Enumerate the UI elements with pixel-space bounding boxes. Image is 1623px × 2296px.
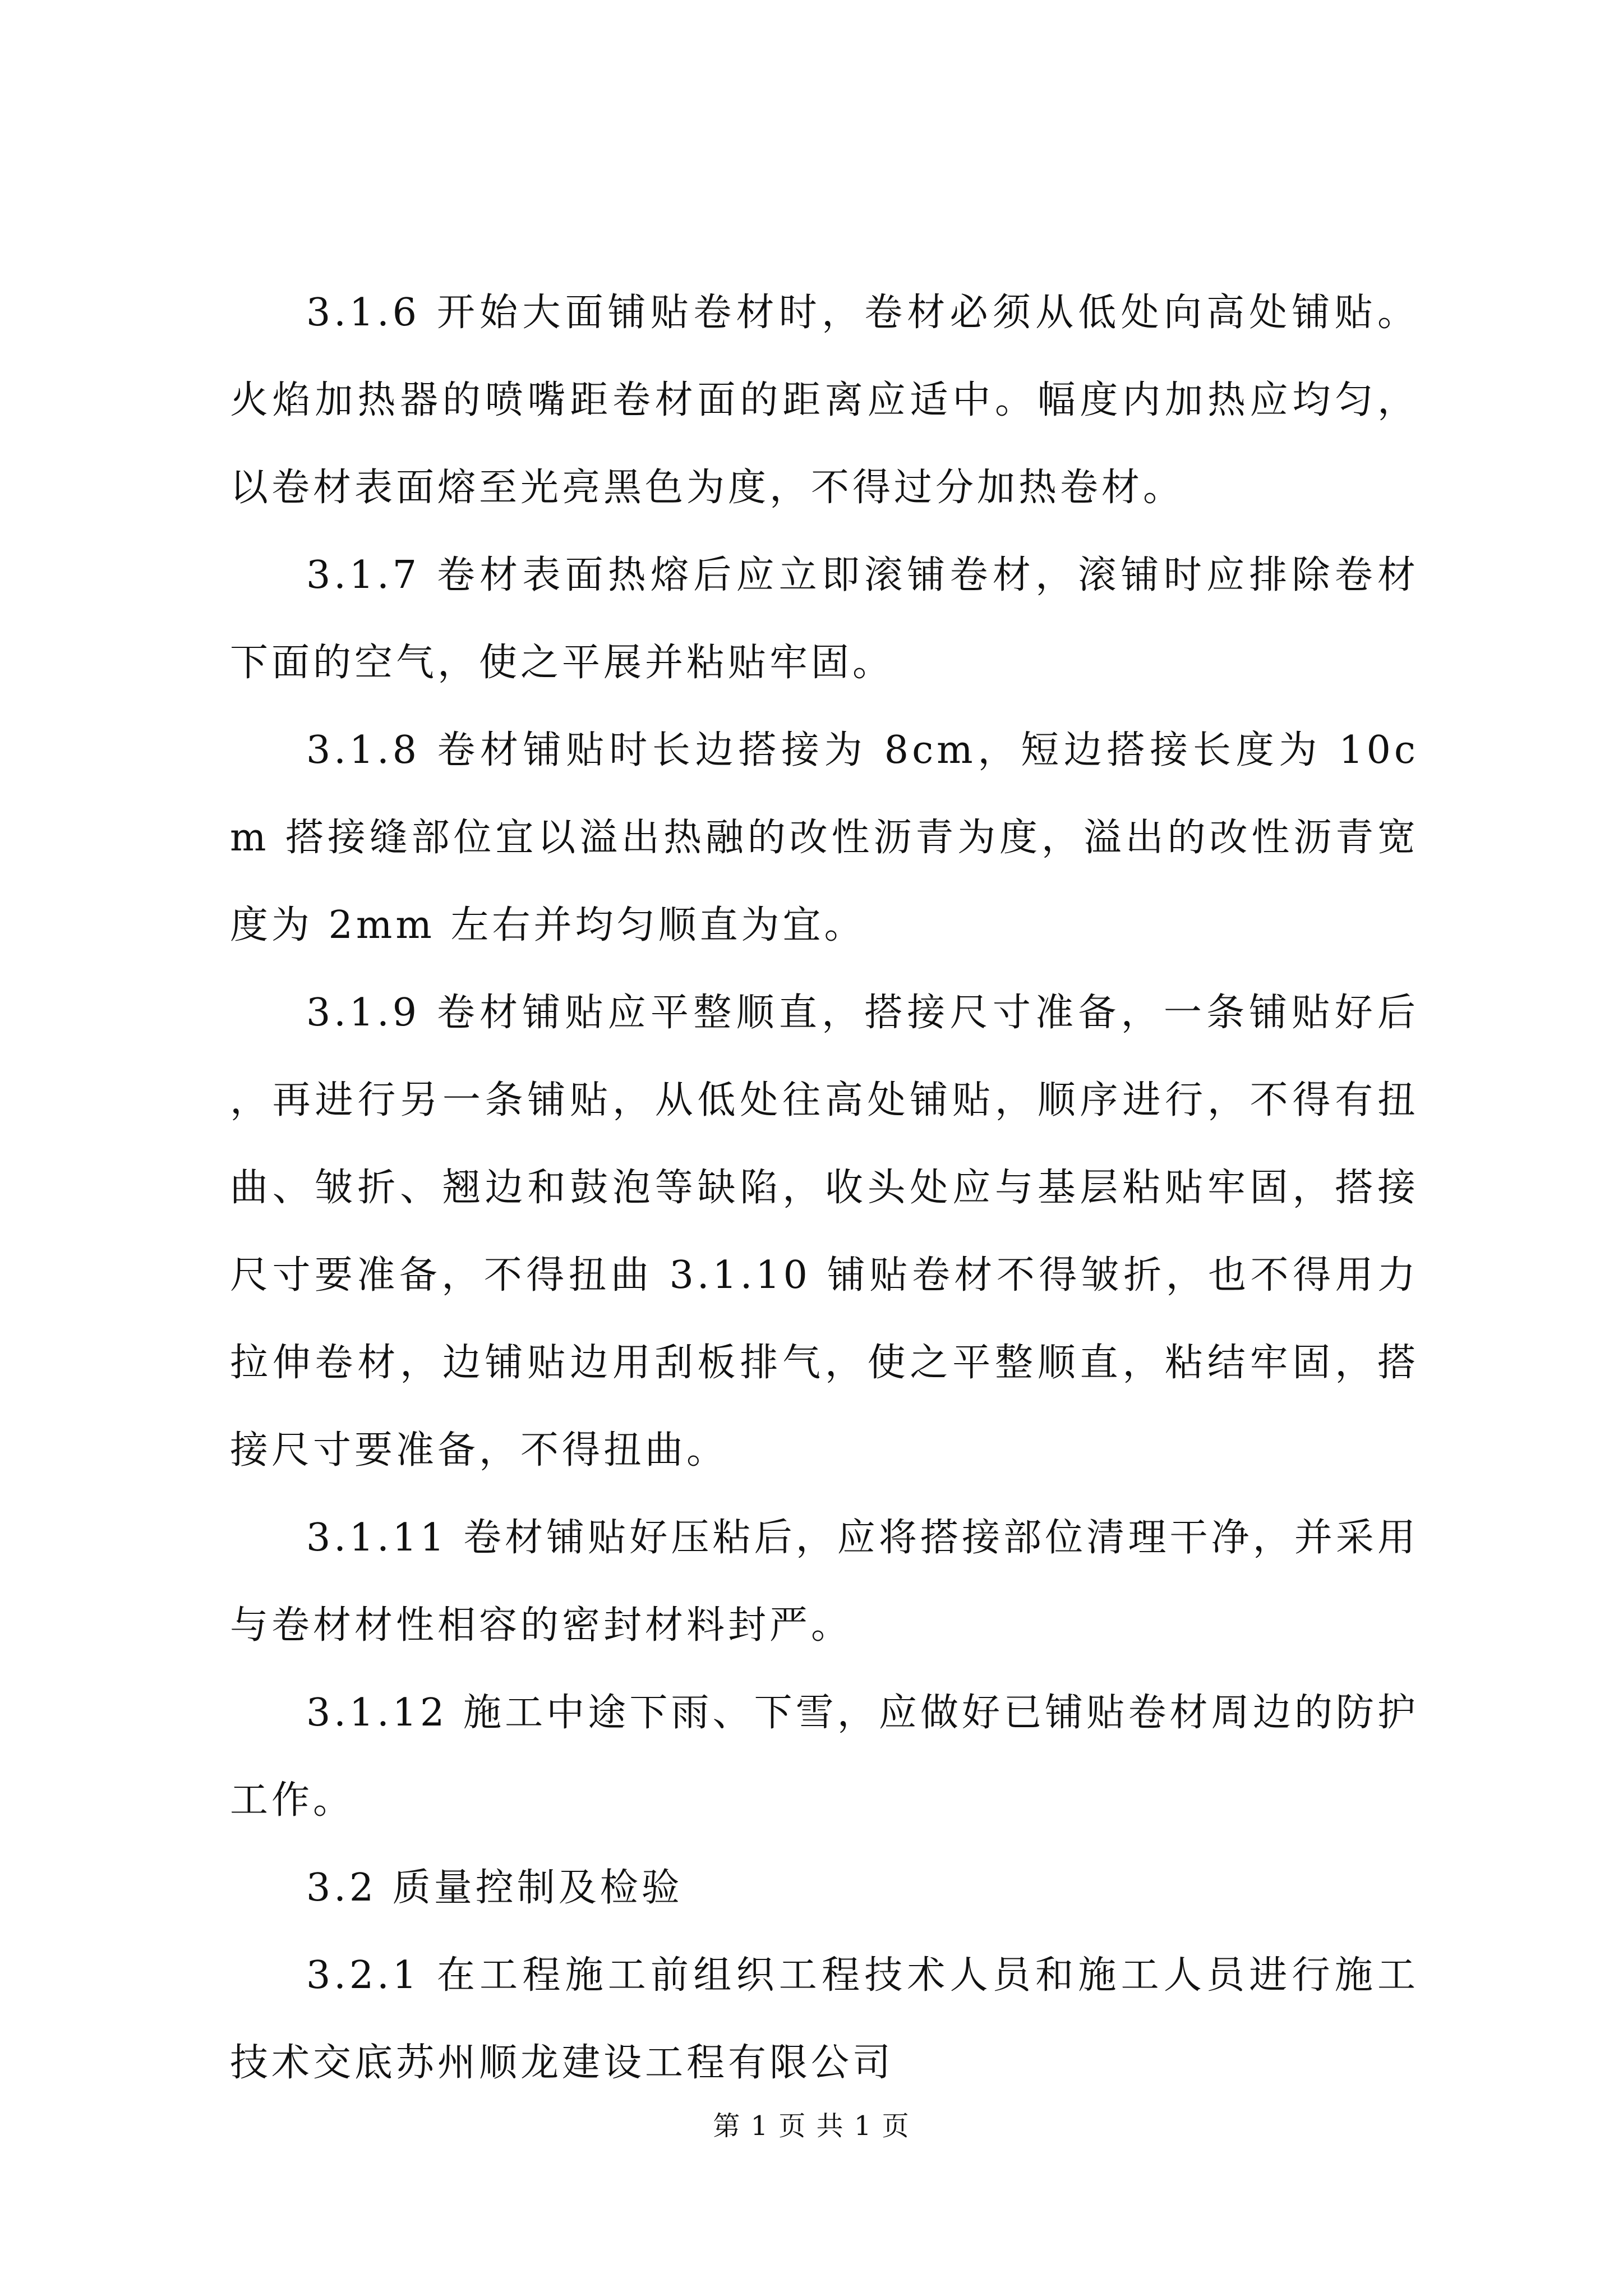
paragraph-3-1-9: 3.1.9 卷材铺贴应平整顺直，搭接尺寸准备，一条铺贴好后，再进行另一条铺贴，从低处往高处铺贴，顺序进行，不得有扭曲、皱折、翘边和鼓泡等缺陷，收头处应与基层粘贴牢固，搭接尺寸要准备，不得扭曲 3.1.10 铺贴卷材不得皱折，也不得用力拉伸卷材，边铺贴边用刮板排气，使之平整顺直，粘结牢固，搭接尺寸要准备，不得扭曲。 (230, 991, 1419, 1473)
page-footer: 第 1 页 共 1 页 (713, 2110, 910, 2142)
paragraph-3-1-8: 3.1.8 卷材铺贴时长边搭接为 8cm，短边搭接长度为 10cm 搭接缝部位宜以溢出热融的改性沥青为度，溢出的改性沥青宽度为 2mm 左右并均匀顺直为宜。 (230, 728, 1419, 947)
paragraph-3-1-7: 3.1.7 卷材表面热熔后应立即滚铺卷材，滚铺时应排除卷材下面的空气，使之平展并粘贴牢固。 (230, 553, 1419, 685)
paragraph-3-1-11: 3.1.11 卷材铺贴好压粘后，应将搭接部位清理干净，并采用与卷材材性相容的密封材料封严。 (230, 1516, 1419, 1648)
paragraph-3-1-12: 3.1.12 施工中途下雨、下雪，应做好已铺贴卷材周边的防护工作。 (230, 1691, 1419, 1823)
paragraph-3-1-6: 3.1.6 开始大面铺贴卷材时，卷材必须从低处向高处铺贴。火焰加热器的喷嘴距卷材面的距离应适中。幅度内加热应均匀，以卷材表面熔至光亮黑色为度，不得过分加热卷材。 (230, 291, 1419, 510)
section-heading-3-2: 3.2 质量控制及检验 (306, 1866, 683, 1910)
paragraph-3-2-1: 3.2.1 在工程施工前组织工程技术人员和施工人员进行施工技术交底苏州顺龙建设工程有限公司 (230, 1953, 1419, 2085)
document-body (230, 269, 1419, 2107)
